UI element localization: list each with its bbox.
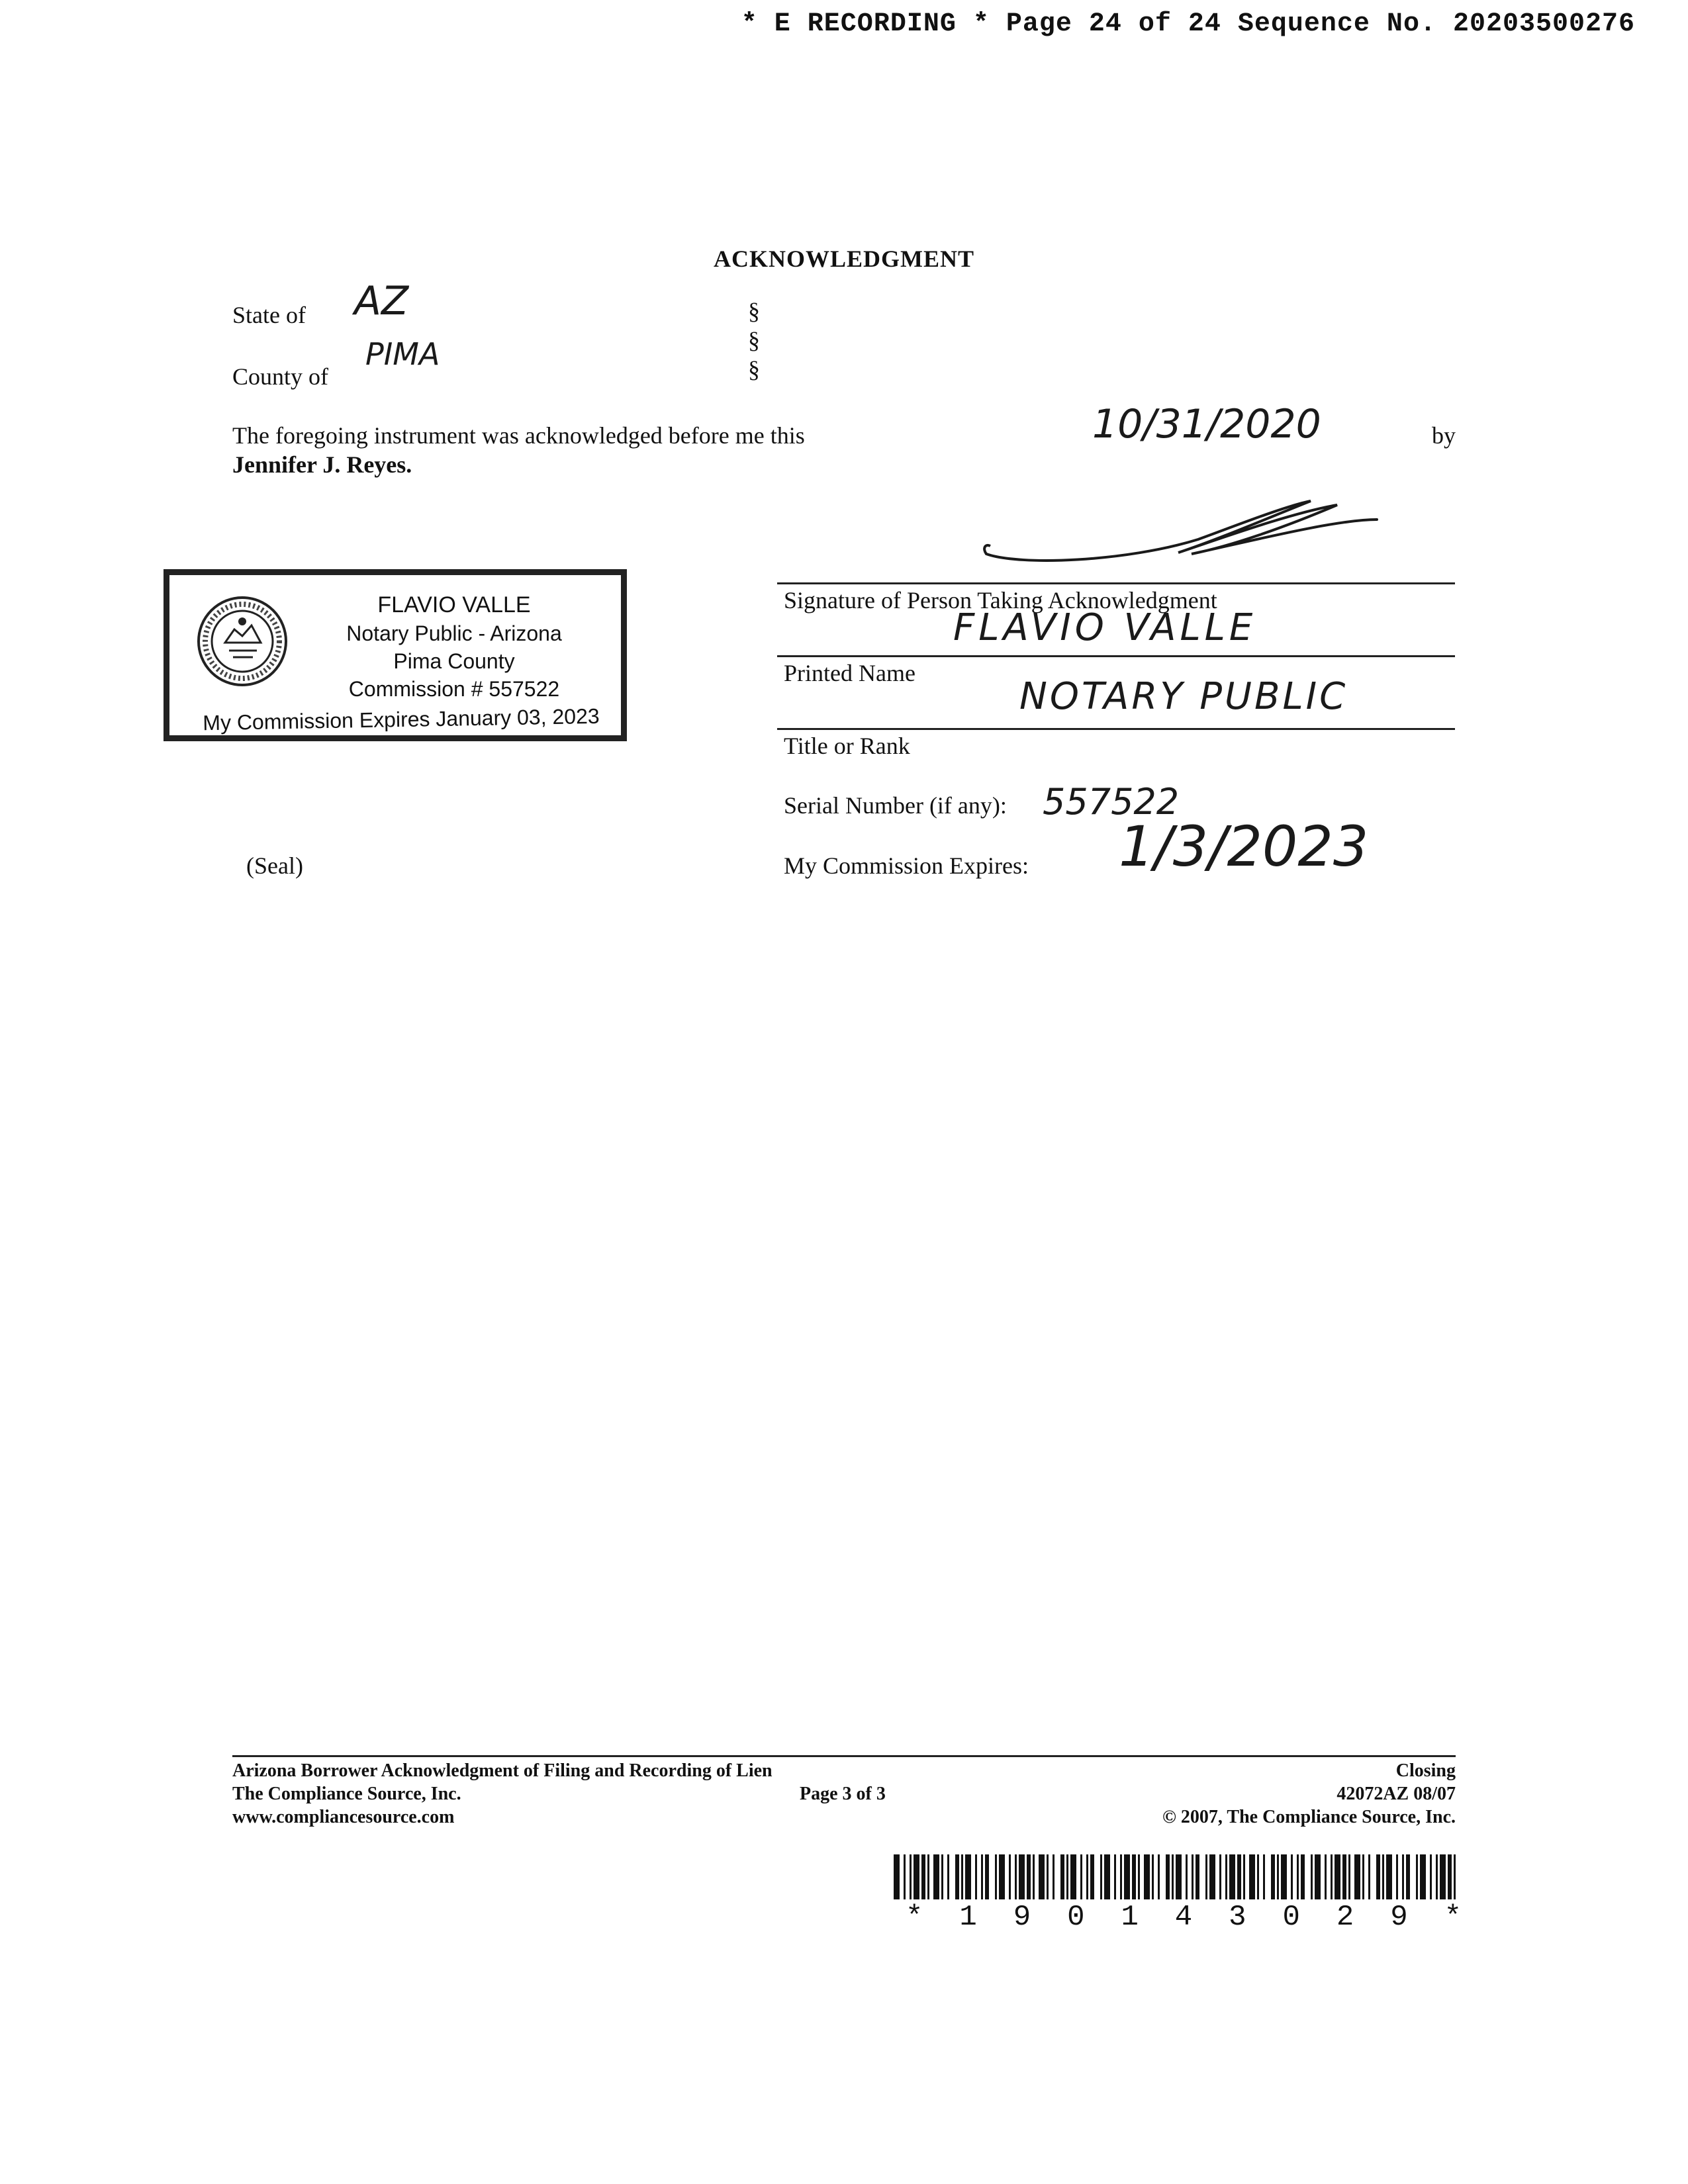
barcode-digit: * xyxy=(1444,1901,1462,1934)
printed-name-label: Printed Name xyxy=(784,660,915,686)
barcode-bar xyxy=(1080,1854,1082,1899)
barcode-bar xyxy=(965,1854,971,1899)
barcode-bar xyxy=(1019,1854,1025,1899)
barcode-bar xyxy=(1027,1854,1031,1899)
signature-graphic xyxy=(980,493,1390,572)
barcode-bar xyxy=(894,1854,900,1899)
barcode-bar xyxy=(1205,1854,1207,1899)
stamp-name: FLAVIO VALLE xyxy=(377,592,531,617)
barcode-bar xyxy=(1100,1854,1102,1899)
barcode-bar xyxy=(1090,1854,1094,1899)
barcode-number xyxy=(906,1901,1462,1934)
barcode-bar xyxy=(1335,1854,1340,1899)
signature-label: Signature of Person Taking Acknowledgment xyxy=(784,587,1217,614)
notary-stamp xyxy=(164,569,627,741)
barcode-bar xyxy=(1281,1854,1287,1899)
section-mark: § xyxy=(748,327,760,353)
barcode-bar xyxy=(999,1854,1005,1899)
barcode-bar xyxy=(1311,1854,1313,1899)
barcode-bar xyxy=(955,1854,959,1899)
barcode-digit: 0 xyxy=(1067,1901,1085,1934)
barcode-bar xyxy=(1070,1854,1076,1899)
section-mark: § xyxy=(748,298,760,324)
barcode-bar xyxy=(1257,1854,1259,1899)
serial-label: Serial Number (if any): xyxy=(784,792,1007,819)
barcode-digit: 0 xyxy=(1282,1901,1300,1934)
stamp-commission: Commission # 557522 xyxy=(348,677,560,701)
barcode-digit: 1 xyxy=(959,1901,977,1934)
barcode-bar xyxy=(933,1854,939,1899)
stamp-title: Notary Public - Arizona xyxy=(346,621,562,645)
barcode-bar xyxy=(1039,1854,1045,1899)
barcode-bar xyxy=(1402,1854,1404,1899)
county-label: County of xyxy=(232,363,329,390)
barcode-bar xyxy=(1015,1854,1017,1899)
barcode-bar xyxy=(1158,1854,1160,1899)
barcode-bar xyxy=(910,1854,912,1899)
barcode-bar xyxy=(1176,1854,1182,1899)
barcode-bar xyxy=(1368,1854,1370,1899)
barcode-bar xyxy=(1448,1854,1452,1899)
barcode-bar xyxy=(1229,1854,1235,1899)
barcode-bar xyxy=(1420,1854,1426,1899)
title-label: Title or Rank xyxy=(784,733,910,759)
barcode-bar xyxy=(1209,1854,1215,1899)
footer-form-title: Arizona Borrower Acknowledgment of Filing and Recording of Lien xyxy=(232,1760,773,1781)
title-value: NOTARY PUBLIC xyxy=(1019,675,1348,718)
printed-name-value: FLAVIO VALLE xyxy=(953,606,1257,649)
footer-rule xyxy=(232,1755,1456,1757)
barcode-bar xyxy=(1144,1854,1150,1899)
barcode-graphic xyxy=(894,1854,1463,1899)
statement-text: The foregoing instrument was acknowledged before me this xyxy=(232,422,805,449)
barcode-bar xyxy=(1301,1854,1305,1899)
barcode-bar xyxy=(1009,1854,1011,1899)
barcode-bar xyxy=(1331,1854,1333,1899)
barcode-bar xyxy=(1152,1854,1154,1899)
barcode-bar xyxy=(1243,1854,1245,1899)
barcode-bar xyxy=(1237,1854,1241,1899)
barcode-bar xyxy=(1138,1854,1140,1899)
barcode-bar xyxy=(1436,1854,1438,1899)
state-value: AZ xyxy=(354,278,409,324)
barcode-bar xyxy=(1396,1854,1398,1899)
barcode-bar xyxy=(995,1854,997,1899)
barcode-bar xyxy=(981,1854,983,1899)
barcode-bar xyxy=(1124,1854,1130,1899)
barcode-bar xyxy=(1263,1854,1265,1899)
acknowledgment-date: 10/31/2020 xyxy=(1092,401,1321,447)
barcode-digit: 9 xyxy=(1390,1901,1408,1934)
barcode-bar xyxy=(1120,1854,1122,1899)
barcode-bar xyxy=(1440,1854,1446,1899)
serial-value: 557522 xyxy=(1043,781,1180,823)
barcode-bar xyxy=(1277,1854,1279,1899)
barcode-bar xyxy=(1086,1854,1088,1899)
barcode-bar xyxy=(1104,1854,1110,1899)
footer-page: Page 3 of 3 xyxy=(800,1784,886,1804)
signer-name: Jennifer J. Reyes. xyxy=(232,451,412,478)
title-rule xyxy=(777,728,1455,730)
footer-copyright: © 2007, The Compliance Source, Inc. xyxy=(1162,1807,1456,1827)
barcode-bar xyxy=(1297,1854,1299,1899)
barcode-bar xyxy=(1376,1854,1380,1899)
barcode-bar xyxy=(1291,1854,1293,1899)
expires-label: My Commission Expires: xyxy=(784,852,1029,879)
barcode-bar xyxy=(1186,1854,1188,1899)
document-title: ACKNOWLEDGMENT xyxy=(713,246,975,272)
barcode-bar xyxy=(1219,1854,1221,1899)
barcode-bar xyxy=(1225,1854,1227,1899)
barcode-bar xyxy=(941,1854,943,1899)
barcode-bar xyxy=(1166,1854,1170,1899)
barcode-bar xyxy=(1315,1854,1321,1899)
barcode-bar xyxy=(1066,1854,1068,1899)
footer-form-number: 42072AZ 08/07 xyxy=(1336,1784,1456,1804)
barcode-bar xyxy=(1060,1854,1064,1899)
barcode-digit: 4 xyxy=(1174,1901,1193,1934)
footer-website: www.compliancesource.com xyxy=(232,1807,455,1827)
barcode-bar xyxy=(1325,1854,1327,1899)
barcode-bar xyxy=(1454,1854,1456,1899)
barcode-bar xyxy=(914,1854,919,1899)
barcode-bar xyxy=(1271,1854,1275,1899)
barcode-bar xyxy=(1362,1854,1364,1899)
barcode-bar xyxy=(1342,1854,1346,1899)
barcode-bar xyxy=(1386,1854,1392,1899)
recording-header: * E RECORDING * Page 24 of 24 Sequence No. 20203500276 xyxy=(741,9,1635,39)
section-mark: § xyxy=(748,356,760,383)
barcode-bar xyxy=(1348,1854,1350,1899)
barcode-digit: 2 xyxy=(1336,1901,1354,1934)
barcode-bar xyxy=(1132,1854,1136,1899)
county-value: PIMA xyxy=(365,336,440,372)
signature-rule xyxy=(777,582,1455,584)
barcode-bar xyxy=(947,1854,949,1899)
barcode-bar xyxy=(1196,1854,1199,1899)
barcode-bar xyxy=(1114,1854,1116,1899)
barcode-bar xyxy=(1430,1854,1432,1899)
barcode-digit: * xyxy=(906,1901,923,1934)
barcode-bar xyxy=(961,1854,963,1899)
barcode-bar xyxy=(1416,1854,1418,1899)
expires-value: 1/3/2023 xyxy=(1119,814,1369,879)
barcode-digit: 3 xyxy=(1229,1901,1246,1934)
barcode-bar xyxy=(1047,1854,1049,1899)
barcode-bar xyxy=(1192,1854,1194,1899)
seal-label: (Seal) xyxy=(246,852,303,879)
section-marks xyxy=(748,296,760,384)
barcode-digit: 9 xyxy=(1013,1901,1031,1934)
barcode-bar xyxy=(1033,1854,1035,1899)
stamp-expires: My Commission Expires January 03, 2023 xyxy=(203,704,600,735)
barcode-bar xyxy=(1382,1854,1384,1899)
barcode-bar xyxy=(921,1854,925,1899)
barcode-digit: 1 xyxy=(1121,1901,1139,1934)
barcode-bar xyxy=(1406,1854,1410,1899)
barcode-bar xyxy=(1053,1854,1055,1899)
barcode-bar xyxy=(1354,1854,1360,1899)
printed-name-rule xyxy=(777,655,1455,657)
stamp-county: Pima County xyxy=(393,649,515,673)
barcode-bar xyxy=(985,1854,989,1899)
footer-category: Closing xyxy=(1395,1760,1456,1781)
barcode-bar xyxy=(904,1854,906,1899)
state-label: State of xyxy=(232,302,306,328)
footer-company: The Compliance Source, Inc. xyxy=(232,1784,461,1804)
arizona-seal-icon xyxy=(196,595,289,688)
barcode-bar xyxy=(1172,1854,1174,1899)
barcode-bar xyxy=(927,1854,929,1899)
barcode-bar xyxy=(975,1854,977,1899)
by-word: by xyxy=(1432,422,1456,449)
barcode-bar xyxy=(1249,1854,1255,1899)
